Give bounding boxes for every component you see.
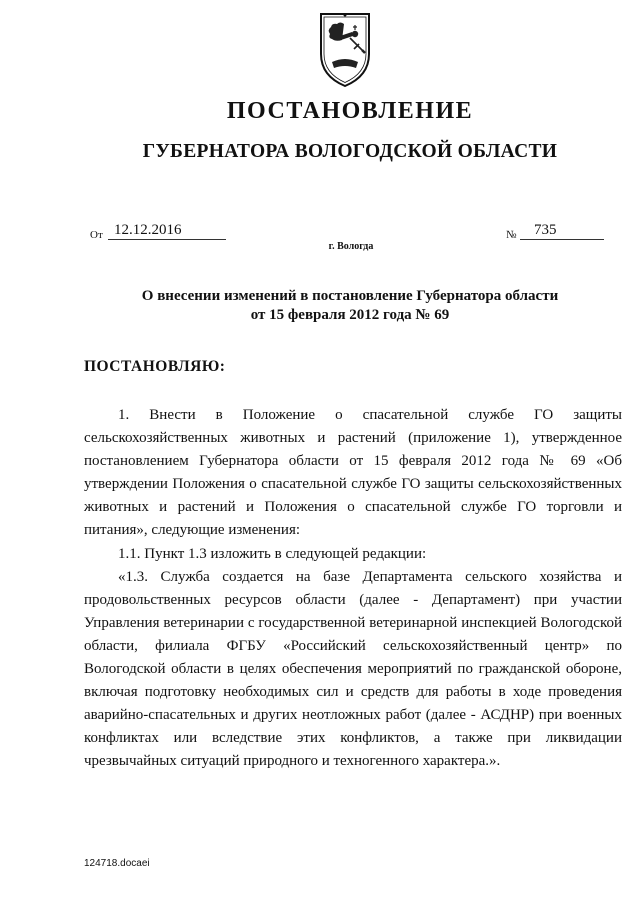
body-paragraph: «1.3. Служба создается на базе Департамента сельского хозяйства и продовольственных ресурсов области (далее - Департамент) при участии Управления ветеринарии с государственной ветеринарной инспекцией Вологодской области, филиала ФГБУ «Российский сельскохозяйственный центр» по Вологодской области в целях обеспечения мероприятий по гражданской обороне, включая подготовку необходимых сил и средств для работы в ходе проведения аварийно-спасательных и других неотложных работ (далее - АСДНР) при военных конфликтах или вследствие этих конфликтов, а также при ликвидации чрезвычайных ситуаций природного и техногенного характера.».: [84, 568, 622, 770]
subject-line: от 15 февраля 2012 года № 69: [250, 307, 450, 323]
document-city: г. Вологда: [328, 241, 374, 252]
document-authority: ГУБЕРНАТОРА ВОЛОГОДСКОЙ ОБЛАСТИ: [142, 141, 558, 162]
decree-heading: ПОСТАНОВЛЯЮ:: [84, 358, 226, 375]
number-sign: №: [506, 229, 517, 241]
document-body: [84, 404, 622, 774]
document-number: 735: [520, 221, 604, 240]
document-title: ПОСТАНОВЛЕНИЕ: [226, 98, 474, 124]
vologda-coat-of-arms-icon: [318, 10, 372, 88]
file-name-footer: 124718.docaei: [84, 858, 150, 869]
date-prefix: От: [90, 229, 103, 241]
body-paragraph: 1. Внести в Положение о спасательной службе ГО защиты сельскохозяйственных животных и растений (приложение 1), утвержденное постановлением Губернатора области от 15 февраля 2012 года № 69 «Об утверждении Положения о спасательной службе ГО защиты сельскохозяйственных животных и растений и Положения о спасательной службе ГО торговли и питания», следующие изменения:: [84, 407, 622, 539]
document-date: 12.12.2016: [108, 221, 226, 240]
subject-line: О внесении изменений в постановление Губернатора области: [141, 288, 559, 304]
document-subject: [100, 287, 600, 325]
body-paragraph: 1.1. Пункт 1.3 изложить в следующей редакции:: [118, 545, 427, 562]
